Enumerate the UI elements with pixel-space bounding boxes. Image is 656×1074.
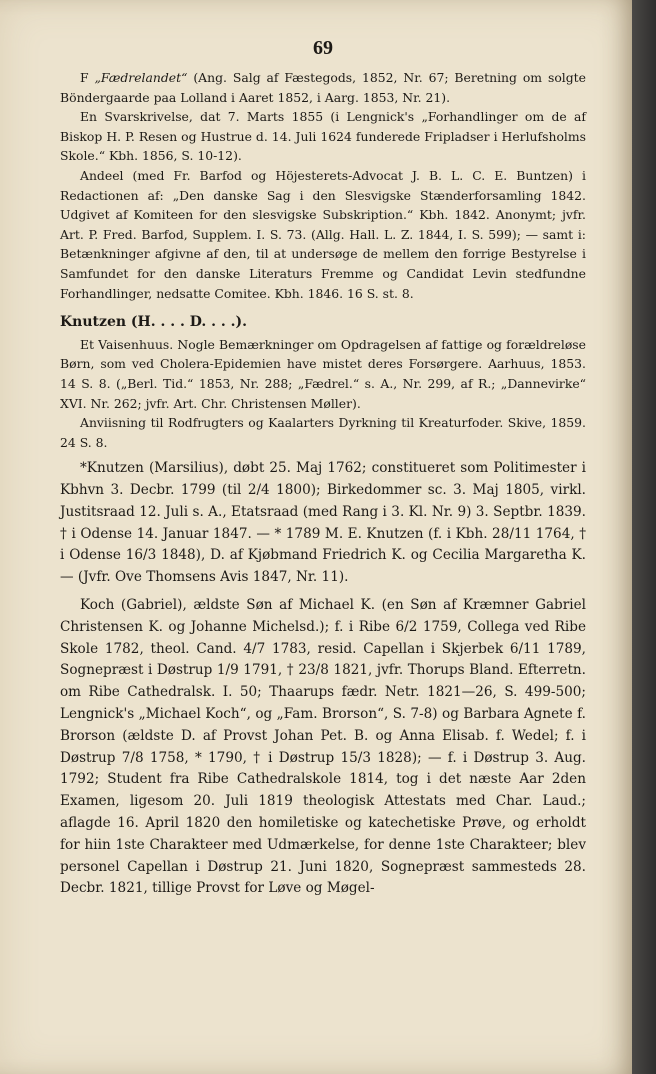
entry-knutzen-marsilius: *Knutzen (Marsilius), døbt 25. Maj 1762; constitueret som Politimester i Kbhvn 3. Decbr. 1799 (til 2/4 1800); Birkedommer sc. 3. Maj 1805, virkl. Justitsraad 12. Juli s. A., Etatsraad (med Rang i 3. Kl. Nr. 9) 3. Septbr. 1839. † i Odense 14. Januar 1847. — * 1789 M. E. Knutzen (f. i Kbh. 28/11 1764, † i Odense 16/3 1848), D. af Kjøbmand Friedrich K. og Cecilia Margaretha K. — (Jvfr. Ove Thomsens Avis 1847, Nr. 11).: [60, 460, 586, 586]
spacer: [60, 303, 586, 309]
entry-vaisenhuus: Et Vaisenhuus. Nogle Bemærkninger om Opdragelsen af fattige og forældreløse Børn, som ved Cholera-Epidemien have mistet deres Forsørgere. Aarhuus, 1853. 14 S. 8. („Berl. Tid.“ 1853, Nr. 288; „Fædrel.“ s. A., Nr. 299, af R.; „Dannevirke“ XVI. Nr. 262; jvfr. Art. Chr. Christensen Møller).: [60, 336, 586, 411]
book-spine-edge: [632, 0, 656, 1074]
biography-block: [60, 458, 586, 900]
author-heading-knutzen-h: Knutzen (H. . . . D. . . .).: [60, 314, 248, 331]
entry-faedrelandet: [60, 68, 586, 107]
entry-anviisning: Anviisning til Rodfrugters og Kaalarters Dyrkning til Kreaturfoder. Skive, 1859. 24 S. 8.: [60, 415, 586, 450]
entry-svarskrivelse: En Svarskrivelse, dat 7. Marts 1855 (i Lengnick's „Forhandlinger om de af Biskop H. P. Resen og Hustrue d. 14. Juli 1624 funderede Fripladser i Herlufsholms Skole.“ Kbh. 1856, S. 10-12).: [60, 109, 586, 164]
page-number: 69: [313, 37, 333, 59]
entry-andeel: Andeel (med Fr. Barfod og Höjesterets-Advocat J. B. L. C. E. Buntzen) i Redactionen af: „Den danske Sag i den Slesvigske Stænderforsamling 1842. Udgivet af Komiteen for den slesvigske Subskription.“ Kbh. 1842. Anonymt; jvfr. Art. P. Fred. Barfod, Supplem. I. S. 73. (Allg. Hall. L. Z. 1844, I. S. 599); — samt i: Betænkninger afgivne af den, til at undersøge de mellem den forrige Bestyrelse i Samfundet for den danske Literaturs Fremme og Candidat Levin stedfundne Forhandlinger, nedsatte Comitee. Kbh. 1846. 16 S. st. 8.: [60, 167, 586, 301]
entry-text: (Ang. Salg af Fæstegods, 1852, Nr. 67; Beretning om solgte Böndergaarde paa Lolland i Aaret 1852, i Aarg. 1853, Nr. 21).: [60, 70, 586, 105]
entry-title: „Fædrelandet“: [94, 70, 188, 85]
entry-lead: F: [80, 70, 89, 85]
entry-koch-gabriel: Koch (Gabriel), ældste Søn af Michael K. (en Søn af Kræmner Gabriel Christensen K. og Johanne Michelsd.); f. i Ribe 6/2 1759, Collega ved Ribe Skole 1782, theol. Cand. 4/7 1783, resid. Capellan i Skjerbek 6/11 1789, Sognepræst i Døstrup 1/9 1791, † 23/8 1821, jvfr. Thorups Bland. Efterretn. om Ribe Cathedralsk. I. 50; Thaarups fædr. Netr. 1821—26, S. 499-500; Lengnick's „Michael Koch“, og „Fam. Brorson“, S. 7-8) og Barbara Agnete f. Brorson (ældste D. af Provst Johan Pet. B. og Anna Elisab. f. Wedel; f. i Døstrup 7/8 1758, * 1790, † i Døstrup 15/3 1828); — f. i Døstrup 3. Aug. 1792; Student fra Ribe Cathedralskole 1814, tog i det næste Aar 2den Examen, ligesom 20. Juli 1819 theologisk Attestats med Char. Laud.; aflagde 16. April 1820 den homiletiske og katechetiske Prøve, og erholdt for hiin 1ste Charakteer med Udmærkelse, for denne 1ste Charakteer; blev personel Capellan i Døstrup 21. Juni 1820, Sognepræst sammesteds 28. Decbr. 1821, tillige Provst for Løve og Møgel-: [60, 597, 586, 897]
page-body: [60, 68, 586, 900]
